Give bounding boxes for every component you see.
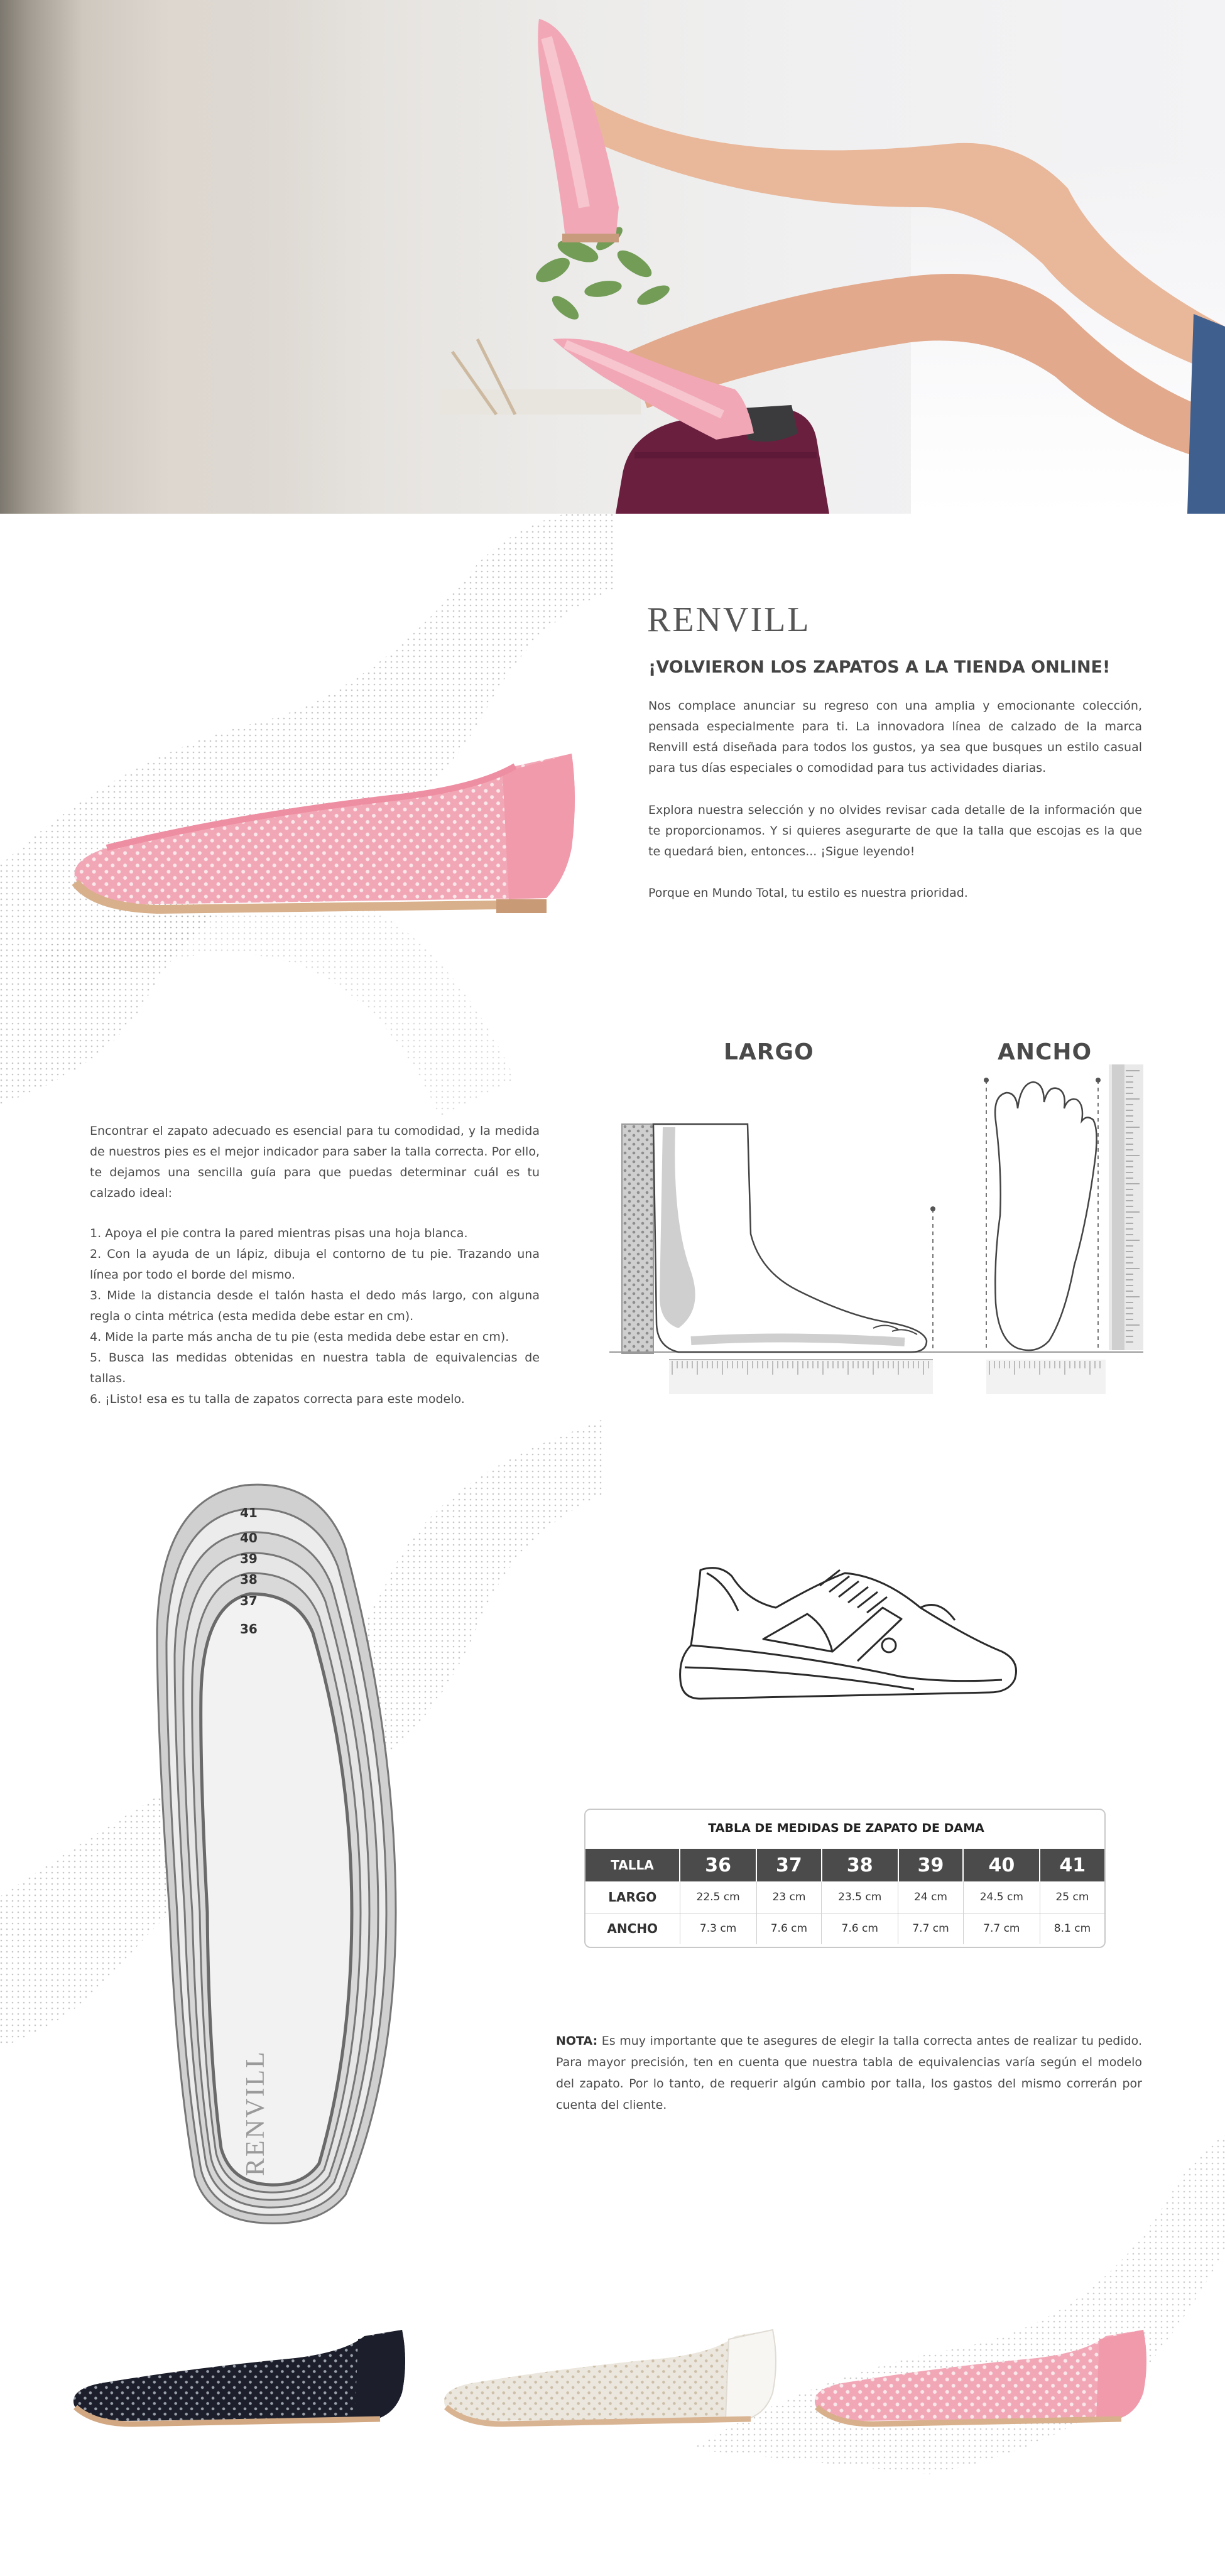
size-table-row-largo — [585, 1881, 1104, 1913]
note-text: Es muy importante que te asegures de elegir la talla correcta antes de realizar tu pedido. Para mayor precisión, ten en cuenta que nuestra tabla de equivalencias varía según el modelo del zapato. Por lo tanto, de requerir algún cambio por talla, los gastos del mismo correrán por cuenta del cliente. — [556, 2034, 1142, 2112]
shoe-variant-black — [69, 2324, 408, 2430]
insole-size-38: 38 — [240, 1572, 258, 1587]
size-chart-table — [584, 1809, 1106, 1948]
row-label-largo: LARGO — [585, 1881, 680, 1913]
guide-step-1: 1. Apoya el pie contra la pared mientras pisas una hoja blanca. — [90, 1226, 468, 1240]
ancho-38: 7.6 cm — [822, 1913, 898, 1944]
size-table-title: TABLA DE MEDIDAS DE ZAPATO DE DAMA — [708, 1821, 984, 1835]
ancho-40: 7.7 cm — [963, 1913, 1040, 1944]
intro-paragraph-1: Nos complace anunciar su regreso con una amplia y emocionante colección, pensada especialmente para ti. La innovadora línea de calzado de la marca Renvill está diseñada para todos los gustos, ya sea que busques un estilo casual para tus días especiales o comodidad para tus actividades diarias. — [648, 699, 1142, 775]
foot-measurement-diagram — [609, 1058, 1150, 1397]
guide-intro: Encontrar el zapato adecuado es esencial para tu comodidad, y la medida de nuestros pies es el mejor indicador para saber la talla correcta. Por ello, te dejamos una sencilla guía para que puedas determinar cuál es tu calzado ideal: — [90, 1124, 540, 1200]
row-label-ancho: ANCHO — [585, 1913, 680, 1944]
hero-banner — [0, 0, 1225, 514]
ancho-39: 7.7 cm — [898, 1913, 963, 1944]
size-col-39: 39 — [898, 1849, 963, 1881]
insole-brand-text: RENVILL — [241, 2050, 270, 2176]
label-largo: LARGO — [724, 1039, 814, 1065]
guide-step-4: 4. Mide la parte más ancha de tu pie (esta medida debe estar en cm). — [90, 1330, 509, 1344]
largo-41: 25 cm — [1040, 1881, 1104, 1913]
size-col-41: 41 — [1040, 1849, 1104, 1881]
insole-size-36: 36 — [240, 1621, 258, 1637]
size-header-label: TALLA — [585, 1849, 680, 1881]
size-table-header-row — [585, 1849, 1104, 1881]
size-col-36: 36 — [680, 1849, 756, 1881]
shoe-variant-pink — [810, 2324, 1150, 2430]
largo-39: 24 cm — [898, 1881, 963, 1913]
largo-38: 23.5 cm — [822, 1881, 898, 1913]
size-table-grid — [585, 1849, 1104, 1944]
hero-photo-illustration — [0, 0, 1225, 514]
sneaker-outline-icon — [675, 1551, 1024, 1708]
guide-step-3: 3. Mide la distancia desde el talón hasta el dedo más largo, con alguna regla o cinta métrica (esta medida debe estar en cm). — [90, 1289, 540, 1323]
ancho-37: 7.6 cm — [756, 1913, 821, 1944]
size-col-37: 37 — [756, 1849, 821, 1881]
insole-size-diagram — [132, 1473, 415, 2226]
largo-40: 24.5 cm — [963, 1881, 1040, 1913]
intro-heading: ¡VOLVIERON LOS ZAPATOS A LA TIENDA ONLINE! — [648, 658, 1111, 677]
shoe-variant-white — [440, 2324, 779, 2430]
guide-step-5: 5. Busca las medidas obtenidas en nuestra tabla de equivalencias de tallas. — [90, 1351, 540, 1385]
insole-size-37: 37 — [240, 1593, 258, 1608]
insole-size-39: 39 — [240, 1551, 258, 1566]
ancho-41: 8.1 cm — [1054, 1922, 1091, 1935]
largo-36: 22.5 cm — [680, 1881, 756, 1913]
insole-size-40: 40 — [240, 1530, 258, 1545]
size-col-38: 38 — [822, 1849, 898, 1881]
pink-flat-shoe-image — [69, 754, 584, 923]
intro-paragraph-3: Porque en Mundo Total, tu estilo es nuestra prioridad. — [648, 886, 968, 900]
brand-logo-text: RENVILL — [647, 600, 811, 639]
size-note — [556, 2030, 1142, 2116]
guide-step-2: 2. Con la ayuda de un lápiz, dibuja el contorno de tu pie. Trazando una línea por todo el borde del mismo. — [90, 1247, 540, 1282]
largo-37: 23 cm — [756, 1881, 821, 1913]
size-table-row-ancho — [585, 1913, 1104, 1944]
label-ancho: ANCHO — [998, 1039, 1092, 1065]
size-col-40: 40 — [963, 1849, 1040, 1881]
insole-size-41: 41 — [240, 1505, 258, 1520]
intro-paragraph-2: Explora nuestra selección y no olvides revisar cada detalle de la información que te proporcionamos. Y si quieres asegurarte de que la talla que escojas es la que te quedará bien, entonces... ¡Sigue leyendo! — [648, 803, 1142, 858]
note-label: NOTA: — [556, 2034, 598, 2048]
guide-step-6: 6. ¡Listo! esa es tu talla de zapatos correcta para este modelo. — [90, 1392, 465, 1406]
ancho-36: 7.3 cm — [680, 1913, 756, 1944]
